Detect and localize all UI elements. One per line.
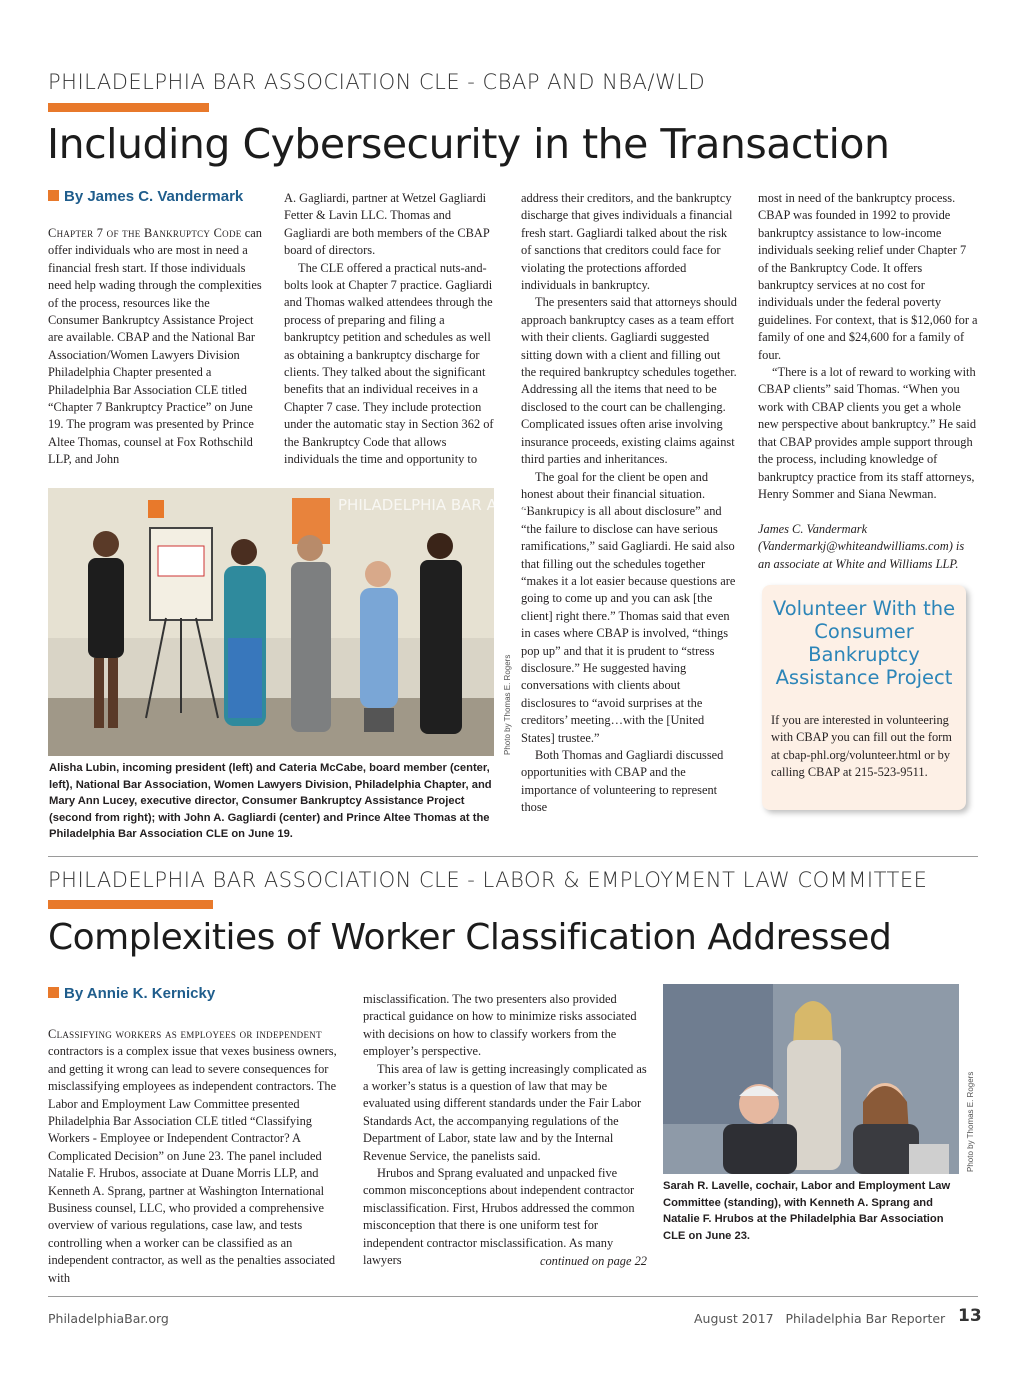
article-column-1 (48, 225, 262, 469)
byline-marker-icon (48, 987, 59, 998)
footer-divider (48, 1296, 978, 1297)
paragraph: misclassification. The two presenters also provided practical guidance on how to minimize risks associated with decisions on how to classify workers from the employer’s perspective. (363, 992, 637, 1059)
photo-caption: Alisha Lubin, incoming president (left) and Cateria McCabe, board member (center, left), National Bar Association, Women Lawyers Division, Philadelphia Chapter, and Mary Ann Lucey, executive director, Consumer Bankruptcy Assistance Project (second from right); with John A. Gagliardi (center) and Prince Altee Thomas at the Philadelphia Bar Association CLE on June 19. (49, 762, 492, 840)
sidebar-body: If you are interested in volunteering with CBAP you can fill out the form at cbap-phl.org/volunteer.html or by calling CBAP at 215-523-9511. (771, 713, 952, 780)
paragraph: The presenters said that attorneys should approach bankruptcy cases as a team effort with their clients. Gagliardi suggested sitting down with a client and filling out the required bankruptcy schedules together. Addressing all the items that need to be disclosed to the court can be challenging. Complicated issues often arise involving insurance proceeds, existing claims against third parties and inheritances. (521, 295, 737, 467)
byline (48, 188, 243, 205)
footer-site: PhiladelphiaBar.org (48, 1311, 169, 1326)
kicker-accent-bar (48, 900, 213, 909)
paragraph: The goal for the client be open and honest about their financial situation. “Bankruptcy is all about disclosure” and “the failure to disclose can have serious ramifications,” said Gagliardi. He said also that filling out the schedules together “makes it a lot easier because questions are going to come up and you can ask [the client] right there.” Thomas said that even in cases where CBAP is involved, “things pop up” and that it is prudent to “stress disclosure.” He suggested having conversations with clients about disclosures to “avoid surprises at the creditors’ meeting…with the [United States] trustee.” (521, 469, 736, 745)
lead-in: Classifying workers as employees or independent (48, 1027, 322, 1041)
byline-text: By James C. Vandermark (64, 188, 244, 205)
paragraph: The CLE offered a practical nuts-and-bolts look at Chapter 7 practice. Gagliardi and Thomas walked attendees through the process of preparing and filing a bankruptcy petition and schedules as well as obtaining a bankruptcy discharge for clients. They talked about the significant benefits that an individual receives in a Chapter 7 case. They include protection under the automatic stay in Section 362 of the Bankruptcy Code that allows individuals the time and opportunity to (284, 260, 494, 467)
paragraph: “There is a lot of reward to working with CBAP clients” said Thomas. “When you work with CBAP clients you get a whole new perspective about bankruptcy.” He said that CBAP provides ample support through the process, including knowledge of bankruptcy practice from its staff attorneys, Henry Sommer and Siana Newman. (758, 365, 977, 501)
article-headline: Including Cybersecurity in the Transaction (47, 120, 890, 168)
person-figure-icon (291, 535, 331, 732)
paragraph: A. Gagliardi, partner at Wetzel Gagliardi Fetter & Lavin LLC. Thomas and Gagliardi are both members of the CBAP board of directors. (284, 191, 490, 258)
volunteer-sidebar (762, 585, 966, 810)
article-column-2 (284, 190, 498, 469)
article-column-4 (758, 190, 978, 503)
continued-note: continued on page 22 (539, 1254, 647, 1268)
paragraph: can offer individuals who are most in need a financial fresh start. If those individuals need help wading through the complexities of the process, resources like the Consumer Bankruptcy Assistance Project are available. CBAP and the National Bar Association/Women Lawyers Division Philadelphia Chapter presented a Philadelphia Bar Association CLE titled “Chapter 7 Bankruptcy Practice” on June 19. The program was presented by Prince Altee Thomas, counsel at Fox Rothschild LLP, and John (48, 226, 262, 467)
article-column-1 (48, 1026, 344, 1287)
photo-credit: Photo by Thomas E. Rogers (503, 654, 512, 755)
article-headline: Complexities of Worker Classification Addressed (48, 917, 892, 958)
paragraph: most in need of the bankruptcy process. CBAP was founded in 1992 to provide bankruptcy assistance to low-income individuals seeking relief under Chapter 7 of the Bankruptcy Code. It offers bankruptcy services at no cost for individuals under the federal poverty guidelines. For context, that is $12,060 for a family of one and $24,600 for a family of four. (758, 191, 978, 362)
paragraph: This area of law is getting increasingly complicated as a worker’s status is a question of law that may be evaluated using different standards under the Fair Labor Standards Act, the accompanying regulations of the Department of Labor, state law and by the Internal Revenue Service, the panelists said. (363, 1061, 647, 1163)
byline-text: By Annie K. Kernicky (64, 985, 216, 1002)
author-note: James C. Vandermark (Vandermarkj@whiteandwilliams.com) is an associate at White and Williams LLP. (758, 522, 965, 571)
article-column-2 (363, 991, 653, 1270)
person-figure-icon (224, 539, 266, 726)
paragraph: Hrubos and Sprang evaluated and unpacked five common misconceptions about independent contractor misclassification. First, Hrubos addressed the common misconception that there is one uniform test for independent contractor misclassification. As many lawyers (363, 1166, 635, 1268)
paragraph: Both Thomas and Gagliardi discussed opportunities with CBAP and the importance of volunteering to represent those (521, 748, 724, 815)
section-kicker: PHILADELPHIA BAR ASSOCIATION CLE - CBAP AND NBA/WLD (48, 70, 706, 94)
byline (48, 985, 215, 1002)
section-kicker: PHILADELPHIA BAR ASSOCIATION CLE - LABOR & EMPLOYMENT LAW COMMITTEE (48, 868, 928, 892)
photo-caption: Sarah R. Lavelle, cochair, Labor and Employment Law Committee (standing), with Kenneth A. Sprang and Natalie F. Hrubos at the Philadelphia Bar Association CLE on June 23. (663, 1180, 951, 1242)
page-number: 13 (958, 1306, 982, 1326)
person-figure-icon (420, 533, 462, 734)
photo-credit: Photo by Thomas E. Rogers (966, 1071, 975, 1172)
paragraph: address their creditors, and the bankruptcy discharge that gives individuals a financial fresh start. Gagliardi talked about the risk of sanctions that creditors could face for violating the protections afforded individuals in bankruptcy. (521, 191, 733, 293)
background-sign-text: PHILADELPHIA BAR ASSOCIATION (338, 496, 589, 514)
kicker-accent-bar (48, 103, 209, 112)
paragraph: contractors is a complex issue that vexes business owners, and getting it wrong can lead to severe consequences for misclassifying employees as independent contractors. The Labor and Employment Law Committee presented Philadelphia Bar Association CLE titled “Classifying Workers - Employee or Independent Contractor? A Complicated Decision” on June 23. The panel included Natalie F. Hrubos, associate at Duane Morris LLP, and Kenneth A. Sprang, partner at Washington International Business counsel, LLC, who provided a comprehensive overview of various regulations, case law, and tests controlling when a worker can be classified as an independent contractor, as well as the penalties associated with (48, 1044, 337, 1285)
event-photo (663, 984, 959, 1174)
sidebar-title: Volunteer With the Consumer Bankruptcy Assistance Project (772, 597, 956, 689)
byline-marker-icon (48, 190, 59, 201)
section-divider (48, 856, 978, 857)
footer-issue: August 2017 Philadelphia Bar Reporter (694, 1311, 946, 1326)
lead-in: Chapter 7 of the Bankruptcy Code (48, 226, 242, 240)
